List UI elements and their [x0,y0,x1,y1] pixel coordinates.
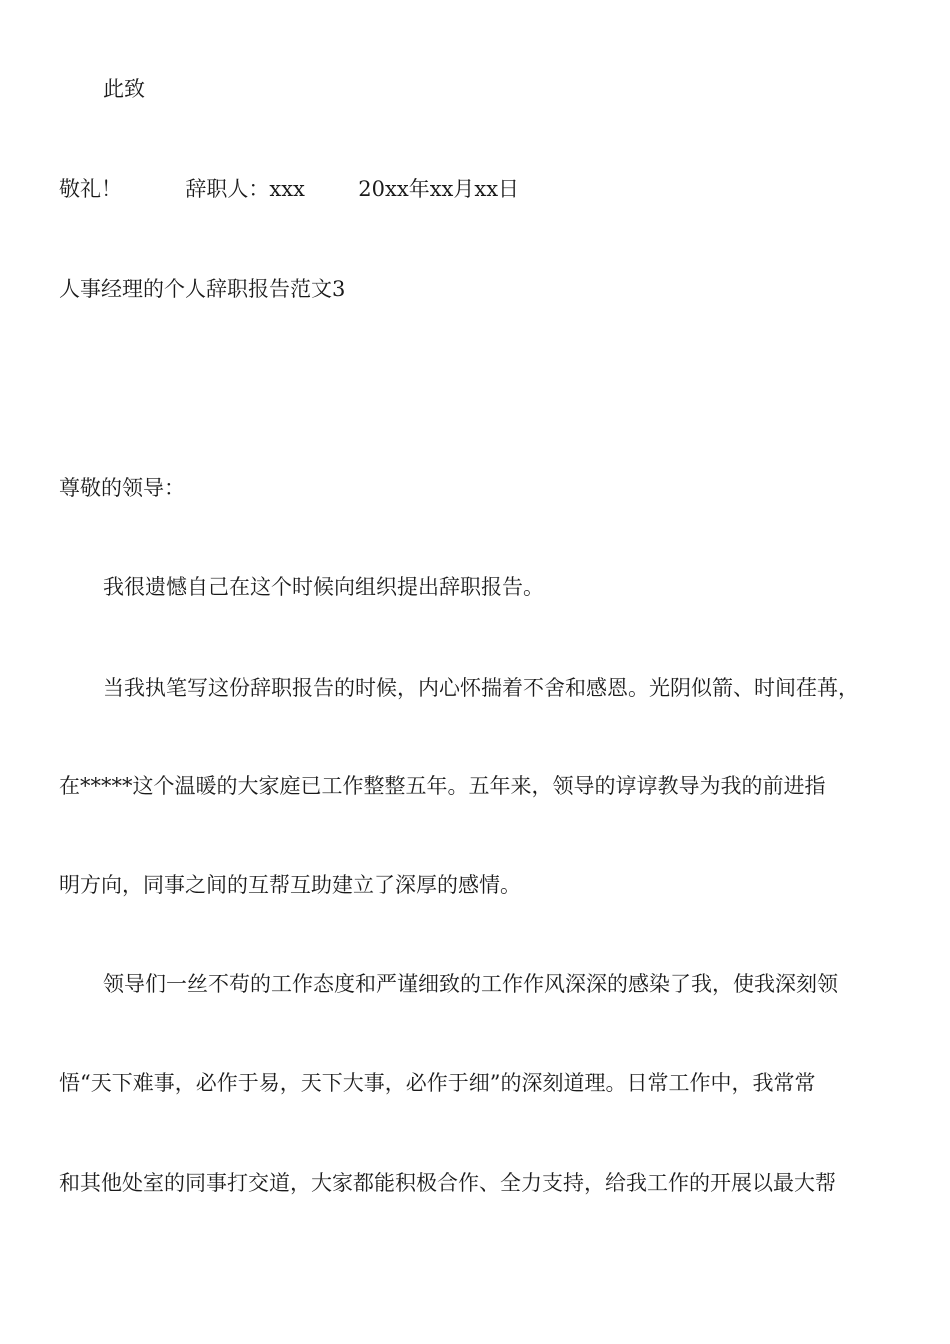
paragraph-line: 在*****这个温暖的大家庭已工作整整五年。五年来，领导的谆谆教导为我的前进指 [59,774,826,798]
signature-date: 20xx年xx月xx日 [358,177,520,201]
closing-salutation: 此致 [103,77,145,101]
paragraph-line: 悟“天下难事，必作于易，天下大事，必作于细”的深刻道理。日常工作中，我常常 [59,1071,816,1095]
paragraph-line: 领导们一丝不苟的工作态度和严谨细致的工作作风深深的感染了我，使我深刻领 [103,972,838,996]
letter-greeting: 尊敬的领导： [59,476,185,500]
signature-line [59,174,519,204]
paragraph-line: 和其他处室的同事打交道，大家都能积极合作、全力支持，给我工作的开展以最大帮 [59,1171,836,1195]
section-title: 人事经理的个人辞职报告范文3 [59,277,346,301]
paragraph-line: 明方向，同事之间的互帮互助建立了深厚的感情。 [59,873,521,897]
signer-name: 辞职人：xxx [185,177,305,201]
closing-regards: 敬礼！ [59,177,122,201]
paragraph-line: 当我执笔写这份辞职报告的时候，内心怀揣着不舍和感恩。光阴似箭、时间荏苒， [103,676,859,700]
paragraph-line: 我很遗憾自己在这个时候向组织提出辞职报告。 [103,575,544,599]
